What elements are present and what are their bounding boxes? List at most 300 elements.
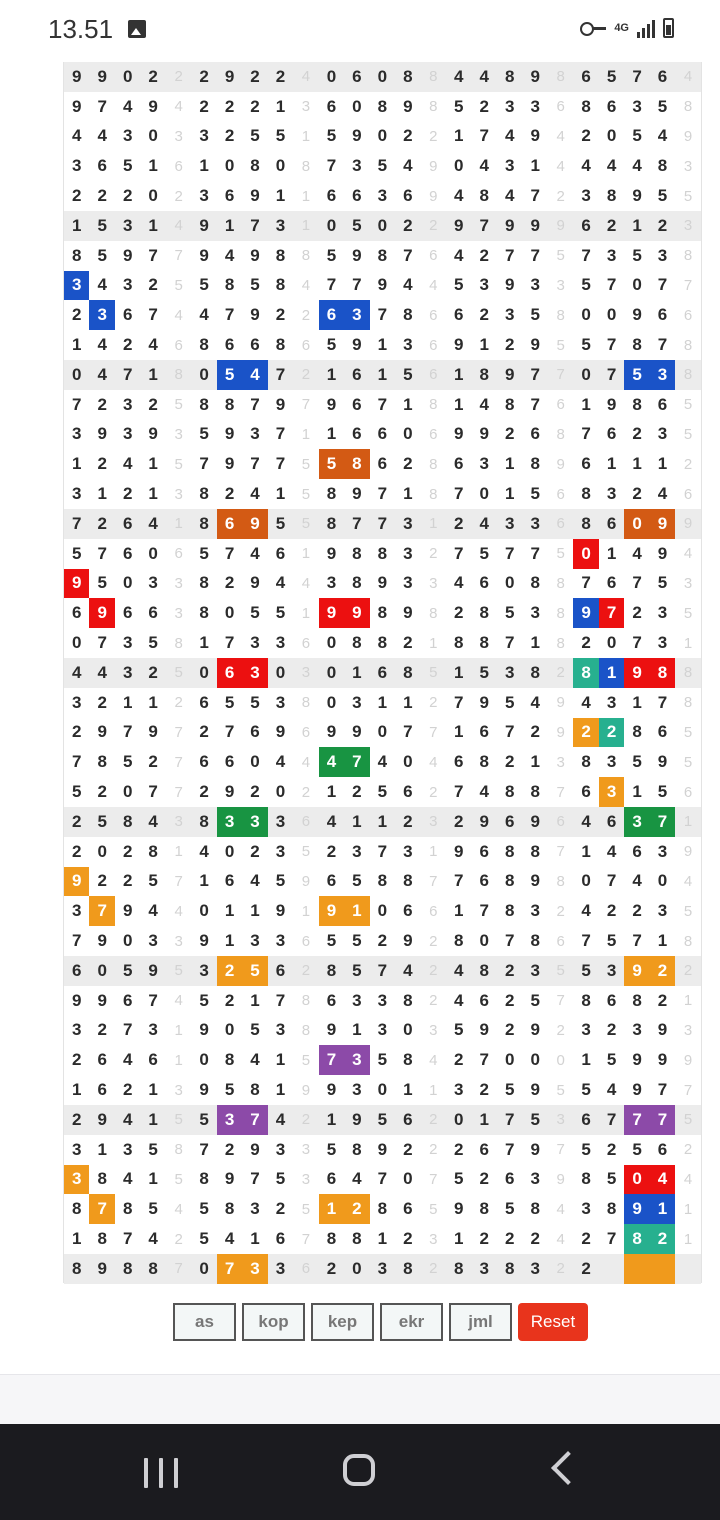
grid-cell: 3 [632,96,642,116]
grid-sum-cell: 9 [683,843,693,861]
grid-sum-cell: 8 [429,68,438,86]
grid-cell: 8 [326,1229,337,1249]
grid-cell: 5 [632,752,642,772]
grid-row [64,479,701,509]
grid-cell: 4 [250,871,260,891]
grid-sum-cell: 6 [556,396,565,414]
status-bar [0,0,720,60]
grid-cell: 9 [650,509,675,539]
grid-cell: 6 [326,186,337,206]
grid-sum-cell: 2 [429,783,438,801]
grid-cell: 1 [377,692,388,712]
grid-cell: 9 [64,569,89,599]
grid-cell: 5 [250,603,260,623]
grid-cell: 7 [275,424,286,444]
grid-cell: 2 [148,394,158,414]
grid-cell: 5 [148,1199,158,1219]
grid-cell: 6 [275,1229,286,1249]
grid-cell: 7 [454,692,464,712]
grid-cell: 3 [326,573,337,593]
grid-cell: 9 [624,956,649,986]
grid-cell: 8 [581,96,591,116]
grid-cell: 3 [275,1139,286,1159]
grid-cell: 3 [530,96,540,116]
grid-cell: 7 [606,1229,617,1249]
grid-cell: 3 [72,424,82,444]
grid-cell: 8 [530,1199,540,1219]
grid-cell: 6 [224,186,235,206]
grid-sum-cell: 1 [301,217,311,235]
grid-cell: 4 [479,156,489,176]
grid-cell: 2 [632,484,642,504]
grid-cell: 2 [122,484,133,504]
grid-cell: 3 [72,901,82,921]
grid-row [64,449,701,479]
grid-cell: 6 [199,692,209,712]
grid-cell: 7 [599,598,624,628]
grid-cell: 7 [224,633,235,653]
grid-cell: 0 [326,692,337,712]
grid-cell: 8 [479,186,489,206]
grid-sum-cell: 1 [683,813,693,831]
grid-cell: 6 [606,424,617,444]
grid-cell: 9 [275,394,286,414]
vpn-key-icon [580,22,606,34]
system-nav-bar [0,1424,720,1520]
grid-sum-cell: 0 [556,1051,565,1069]
grid-sum-cell: 3 [174,604,183,622]
grid-cell: 2 [606,1020,617,1040]
grid-cell: 8 [479,364,489,384]
grid-sum-cell: 7 [301,1230,311,1248]
grid-cell: 8 [275,275,286,295]
grid-sum-cell: 1 [429,515,438,533]
grid-cell: 9 [352,1109,362,1129]
grid-cell: 0 [581,871,591,891]
kep-button[interactable]: kep [311,1303,374,1341]
grid-cell: 1 [403,692,413,712]
grid-cell: 6 [581,215,591,235]
grid-cell: 8 [403,662,413,682]
grid-sum-cell: 1 [301,604,311,622]
grid-cell: 6 [479,841,489,861]
grid-cell: 7 [479,901,489,921]
grid-cell: 8 [504,782,515,802]
grid-sum-cell: 2 [174,68,183,86]
grid-cell: 5 [275,603,286,623]
grid-cell: 0 [199,901,209,921]
grid-cell: 2 [599,718,624,748]
home-icon[interactable] [343,1454,375,1486]
grid-cell: 4 [97,275,107,295]
grid-cell: 5 [122,156,133,176]
grid-sum-cell: 8 [556,574,565,592]
grid-sum-cell: 4 [174,98,183,116]
grid-cell: 6 [326,1169,337,1189]
grid-cell: 8 [581,1169,591,1189]
grid-row [64,151,701,181]
grid-cell: 2 [504,424,515,444]
grid-cell: 2 [657,990,668,1010]
grid-cell: 0 [352,1258,362,1278]
grid-sum-cell: 6 [429,247,438,265]
grid-cell: 3 [122,662,133,682]
grid-cell: 6 [352,424,362,444]
grid-cell: 8 [352,633,362,653]
grid-cell: 1 [454,1229,464,1249]
grid-cell: 8 [377,543,388,563]
grid-sum-cell: 8 [301,157,311,175]
grid-cell: 5 [97,811,107,831]
grid-cell: 8 [530,454,540,474]
grid-cell: 8 [657,156,668,176]
grid-cell: 3 [403,841,413,861]
grid-sum-cell: 8 [683,336,693,354]
grid-cell: 3 [122,1139,133,1159]
grid-cell: 6 [97,1080,107,1100]
grid-cell: 3 [657,603,668,623]
grid-sum-cell: 2 [301,306,311,324]
grid-cell: 1 [275,96,286,116]
grid-cell: 7 [479,126,489,146]
grid-cell: 4 [148,513,158,533]
grid-sum-cell: 4 [301,574,311,592]
grid-cell: 1 [122,692,133,712]
grid-cell: 8 [377,871,388,891]
grid-cell: 7 [199,454,209,474]
grid-sum-cell: 3 [301,1170,311,1188]
grid-sum-cell: 3 [429,1230,438,1248]
grid-cell: 1 [530,156,540,176]
grid-cell: 9 [326,722,337,742]
grid-cell: 3 [275,811,286,831]
grid-cell: 8 [344,449,369,479]
grid-cell: 2 [657,215,668,235]
grid-cell: 4 [454,186,464,206]
grid-cell: 9 [657,1020,668,1040]
grid-cell: 8 [326,484,337,504]
grid-cell: 7 [479,1050,489,1070]
grid-cell: 7 [504,931,515,951]
as-button[interactable]: as [173,1303,236,1341]
grid-cell: 2 [199,782,209,802]
grid-cell: 4 [224,1229,235,1249]
grid-cell: 6 [504,811,515,831]
grid-sum-cell: 9 [556,694,565,712]
grid-cell: 2 [403,126,413,146]
grid-sum-cell: 1 [174,1021,183,1039]
grid-cell: 3 [199,960,209,980]
grid-cell: 2 [454,603,464,623]
grid-cell: 5 [319,449,344,479]
grid-cell: 2 [326,1258,337,1278]
grid-sum-cell: 8 [301,247,311,265]
grid-cell: 8 [504,394,515,414]
grid-sum-cell: 4 [683,872,693,890]
grid-cell: 2 [479,245,489,265]
grid-cell: 7 [530,245,540,265]
grid-cell: 2 [224,126,235,146]
grid-row [64,837,701,867]
grid-cell: 5 [377,1050,388,1070]
grid-sum-cell: 4 [556,1230,565,1248]
grid-cell: 8 [624,1224,649,1254]
grid-cell: 9 [504,275,515,295]
grid-sum-cell: 8 [429,98,438,116]
grid-cell: 3 [217,1105,242,1135]
grid-cell: 4 [199,305,209,325]
grid-cell: 3 [148,1020,158,1040]
grid-cell: 9 [352,484,362,504]
grid-sum-cell: 2 [174,1230,183,1248]
grid-cell: 6 [479,573,489,593]
grid-cell: 8 [403,305,413,325]
grid-cell: 3 [199,186,209,206]
grid-cell: 6 [530,424,540,444]
grid-cell: 3 [242,658,267,688]
grid-cell: 7 [217,1254,242,1284]
grid-cell: 4 [122,1109,133,1129]
grid-cell: 3 [344,300,369,330]
grid-cell: 1 [326,424,337,444]
grid-sum-cell: 7 [683,1081,693,1099]
grid-cell: 4 [454,573,464,593]
battery-icon [663,18,674,38]
grid-sum-cell: 2 [429,694,438,712]
grid-cell: 9 [632,186,642,206]
grid-cell: 7 [224,305,235,325]
grid-cell: 4 [479,66,489,86]
grid-cell: 9 [242,509,267,539]
grid-sum-cell: 8 [556,872,565,890]
grid-cell: 9 [319,598,344,628]
grid-cell: 2 [97,871,107,891]
grid-cell: 2 [530,1229,540,1249]
grid-cell: 3 [275,1258,286,1278]
grid-cell: 9 [122,901,133,921]
grid-row [64,1165,701,1195]
grid-cell: 4 [479,394,489,414]
grid-cell: 3 [122,633,133,653]
grid-cell: 3 [657,841,668,861]
grid-cell: 2 [97,513,107,533]
grid-cell: 1 [479,1109,489,1129]
grid-cell: 8 [199,603,209,623]
grid-row [64,896,701,926]
grid-sum-cell: 4 [683,1170,693,1188]
grid-cell: 1 [72,1080,82,1100]
grid-row [64,390,701,420]
grid-cell: 2 [72,186,82,206]
grid-cell: 5 [199,1229,209,1249]
grid-sum-cell: 1 [174,515,183,533]
grid-sum-cell: 9 [683,515,693,533]
grid-cell: 8 [530,662,540,682]
grid-cell: 9 [199,931,209,951]
grid-cell: 8 [352,573,362,593]
grid-cell: 5 [122,752,133,772]
grid-cell: 3 [148,573,158,593]
grid-row [64,330,701,360]
grid-sum-cell: 2 [429,962,438,980]
grid-cell: 1 [454,394,464,414]
grid-sum-cell: 4 [174,992,183,1010]
grid-cell: 2 [403,454,413,474]
grid-cell: 6 [122,305,133,325]
grid-sum-cell: 5 [683,753,693,771]
grid-cell: 7 [530,394,540,414]
grid-cell: 7 [97,633,107,653]
grid-cell: 3 [599,777,624,807]
grid-cell: 2 [479,1229,489,1249]
grid-cell: 4 [403,275,413,295]
grid-cell: 4 [454,245,464,265]
grid-cell: 9 [326,1080,337,1100]
grid-sum-cell: 6 [301,723,311,741]
grid-cell: 8 [72,1258,82,1278]
grid-cell: 7 [606,335,617,355]
grid-cell: 1 [148,364,158,384]
grid-cell: 5 [275,126,286,146]
back-icon[interactable] [551,1451,585,1485]
grid-row [64,598,701,628]
grid-cell: 3 [275,841,286,861]
grid-cell: 7 [199,1139,209,1159]
grid-row [64,1135,701,1165]
grid-cell: 6 [275,960,286,980]
grid-cell: 7 [504,543,515,563]
grid-cell: 6 [504,1169,515,1189]
grid-cell: 5 [632,245,642,265]
grid-cell: 6 [606,573,617,593]
grid-cell: 8 [199,484,209,504]
grid-cell: 3 [650,360,675,390]
grid-cell: 8 [224,275,235,295]
kop-button[interactable]: kop [242,1303,305,1341]
grid-cell: 2 [148,662,158,682]
grid-sum-cell: 8 [174,366,183,384]
grid-cell: 4 [657,484,668,504]
grid-sum-cell: 6 [556,98,565,116]
grid-cell: 1 [148,692,158,712]
grid-sum-cell: 4 [556,157,565,175]
grid-sum-cell: 9 [683,1051,693,1069]
grid-cell: 2 [632,424,642,444]
grid-cell: 7 [224,543,235,563]
grid-row [64,211,701,241]
grid-cell: 5 [224,692,235,712]
grid-cell: 7 [403,722,413,742]
grid-cell: 5 [199,275,209,295]
grid-cell: 1 [199,871,209,891]
grid-sum-cell: 4 [683,545,693,563]
grid-cell: 5 [479,662,489,682]
grid-sum-cell: 7 [174,753,183,771]
grid-sum-cell: 7 [429,723,438,741]
grid-cell: 3 [606,960,617,980]
grid-cell: 9 [250,245,260,265]
grid-cell: 0 [275,782,286,802]
grid-cell: 3 [606,692,617,712]
grid-cell: 8 [97,1229,107,1249]
ekr-button[interactable]: ekr [380,1303,443,1341]
grid-sum-cell: 3 [174,574,183,592]
grid-cell: 5 [657,96,668,116]
grid-cell: 9 [403,96,413,116]
grid-cell: 1 [148,1080,158,1100]
grid-cell: 2 [97,454,107,474]
grid-sum-cell: 5 [556,247,565,265]
grid-sum-cell: 5 [683,187,693,205]
grid-sum-cell: 1 [683,1200,693,1218]
grid-cell: 8 [479,752,489,772]
grid-cell: 7 [72,394,82,414]
grid-cell: 7 [250,215,260,235]
grid-sum-cell: 1 [301,545,311,563]
grid-sum-cell: 6 [429,366,438,384]
reset-button[interactable]: Reset [518,1303,588,1341]
grid-cell: 3 [403,335,413,355]
grid-cell: 0 [581,364,591,384]
grid-cell: 2 [632,901,642,921]
jml-button[interactable]: jml [449,1303,512,1341]
grid-cell: 6 [657,1139,668,1159]
grid-cell: 7 [632,633,642,653]
grid-sum-cell: 2 [301,962,311,980]
grid-cell: 8 [199,335,209,355]
grid-cell: 7 [89,896,114,926]
grid-sum-cell: 1 [301,187,311,205]
grid-cell: 8 [199,811,209,831]
grid-cell: 9 [224,424,235,444]
grid-cell: 2 [97,782,107,802]
grid-cell: 4 [148,811,158,831]
grid-cell: 7 [344,747,369,777]
grid-cell: 8 [581,484,591,504]
grid-cell: 5 [504,603,515,623]
gallery-icon [128,20,146,38]
grid-row [64,569,701,599]
grid-cell: 8 [122,811,133,831]
grid-cell: 9 [454,335,464,355]
grid-cell: 0 [224,603,235,623]
grid-cell: 0 [326,215,337,235]
grid-sum-cell: 6 [174,336,183,354]
grid-cell: 9 [632,1080,642,1100]
grid-cell: 0 [72,364,82,384]
grid-cell: 3 [352,692,362,712]
grid-cell: 8 [504,1258,515,1278]
grid-cell: 8 [403,871,413,891]
grid-cell: 2 [122,335,133,355]
grid-cell: 9 [97,990,107,1010]
grid-cell: 0 [148,186,158,206]
grid-cell: 3 [250,424,260,444]
recent-apps-icon[interactable] [144,1458,178,1488]
grid-cell: 2 [352,782,362,802]
grid-cell: 0 [504,573,515,593]
grid-cell: 7 [122,364,133,384]
grid-cell: 6 [148,1050,158,1070]
grid-sum-cell: 6 [429,902,438,920]
grid-cell: 5 [97,245,107,265]
grid-sum-cell: 7 [556,843,565,861]
grid-cell: 6 [632,841,642,861]
grid-cell: 1 [454,901,464,921]
grid-sum-cell: 8 [683,247,693,265]
grid-cell: 3 [275,215,286,235]
grid-cell: 7 [403,245,413,265]
